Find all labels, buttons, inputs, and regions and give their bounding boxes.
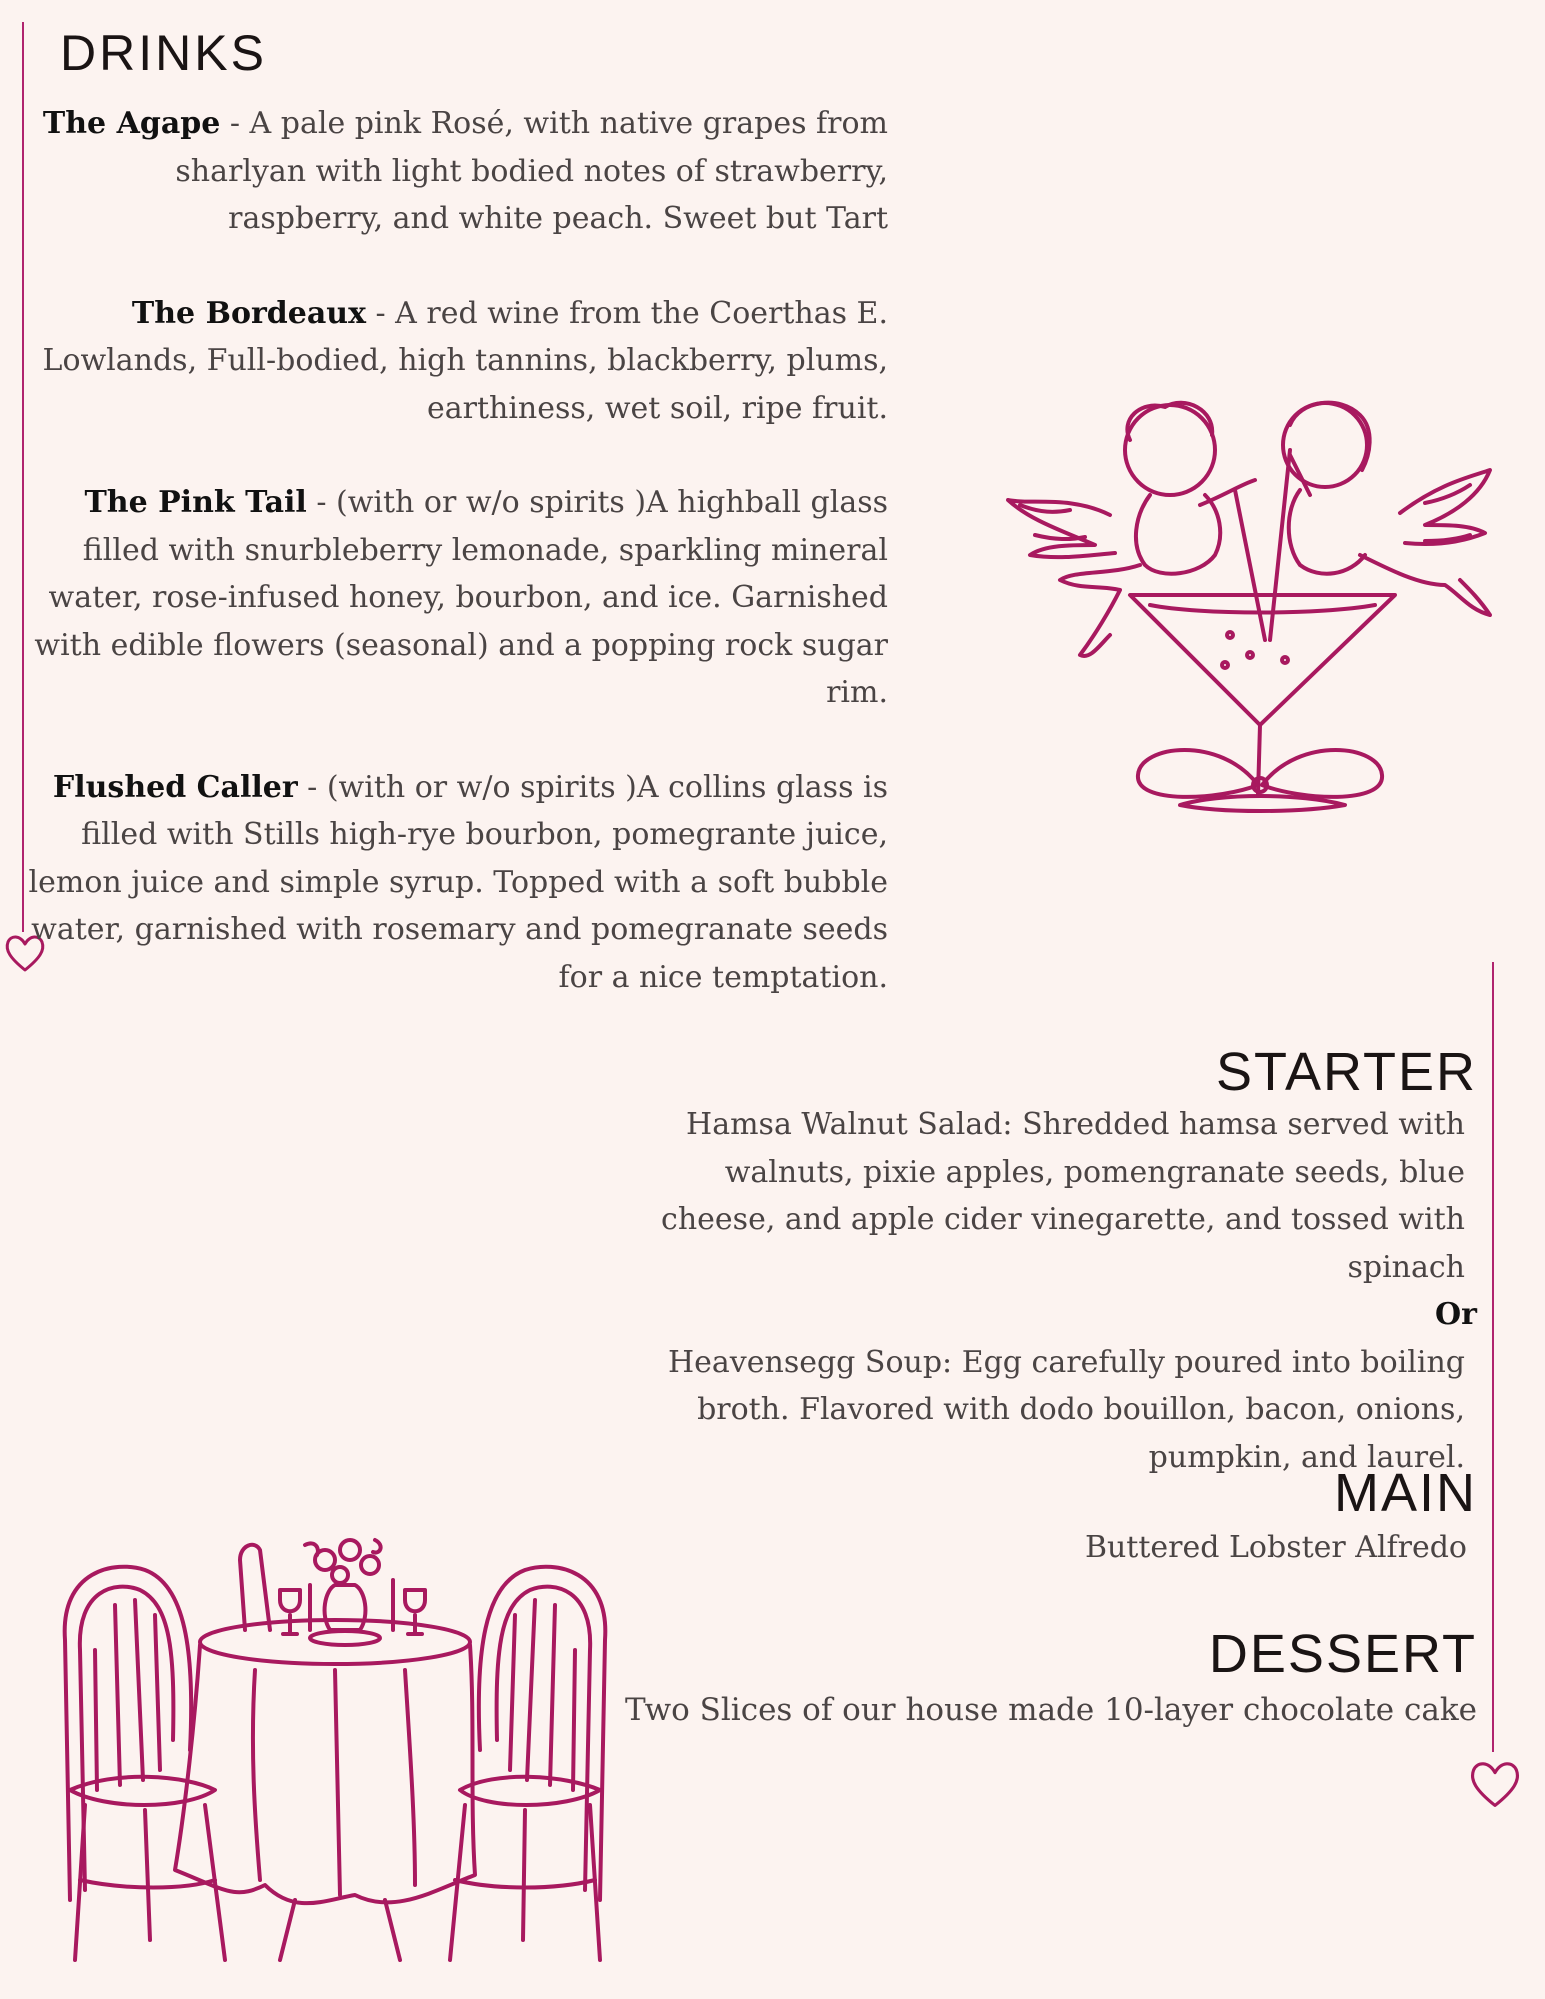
bistro-table-illustration <box>55 1520 625 1980</box>
main-section <box>777 1463 1477 1572</box>
starter-option-soup: Heavensegg Soup: Egg carefully poured into boiling broth. Flavored with dodo bouillon, bacon, onions, pumpkin, and laurel. <box>668 1344 1465 1475</box>
drink-name: The Agape <box>42 106 221 141</box>
drink-name: The Pink Tail <box>84 485 307 520</box>
left-divider-line <box>22 22 24 932</box>
drink-name: The Bordeaux <box>131 295 366 331</box>
cherubs-cocktail-illustration <box>1000 395 1500 835</box>
drink-description: - A pale pink Rosé, with native grapes from sharlyan with light bodied notes of strawberry, raspberry, and white peach. Sweet but Tart <box>175 106 888 236</box>
dessert-item: Two Slices of our house made 10-layer chocolate cake <box>625 1692 1477 1728</box>
starter-heading: STARTER <box>1215 1042 1477 1102</box>
drink-item <box>28 764 888 1002</box>
drink-description: - (with or w/o spirits )A collins glass is filled with Stills high-rye bourbon, pomegrante juice, lemon juice and simple syrup. Topped with a soft bubble water, garnished with rosemary and pomegranate seeds for a nice temptation. <box>28 769 888 995</box>
heart-icon <box>1466 1755 1524 1813</box>
starter-section <box>577 1042 1477 1481</box>
drinks-heading: DRINKS <box>60 25 267 81</box>
drink-item <box>28 290 888 433</box>
drink-description: - A red wine from the Coerthas E. Lowlands, Full-bodied, high tannins, blackberry, plums, earthiness, wet soil, ripe fruit. <box>42 295 888 426</box>
drink-name: Flushed Caller <box>52 769 298 805</box>
drink-item <box>28 100 888 243</box>
starter-or-label: Or <box>1435 1297 1477 1332</box>
main-item: Buttered Lobster Alfredo <box>1084 1530 1467 1565</box>
drink-item <box>28 479 888 717</box>
main-heading: MAIN <box>1334 1463 1477 1523</box>
drinks-list <box>28 100 888 1048</box>
starter-option-salad: Hamsa Walnut Salad: Shredded hamsa served with walnuts, pixie apples, pomengranate seeds, blue cheese, and apple cider vinegarette, and tossed with spinach <box>661 1107 1465 1285</box>
dessert-heading: DESSERT <box>1208 1624 1477 1684</box>
drink-description: - (with or w/o spirits )A highball glass filled with snurbleberry lemonade, sparkling mineral water, rose-infused honey, bourbon, and ice. Garnished with edible flowers (seasonal) and a popping rock sugar rim. <box>34 485 888 710</box>
dessert-section <box>617 1624 1477 1735</box>
right-divider-line <box>1492 962 1494 1752</box>
